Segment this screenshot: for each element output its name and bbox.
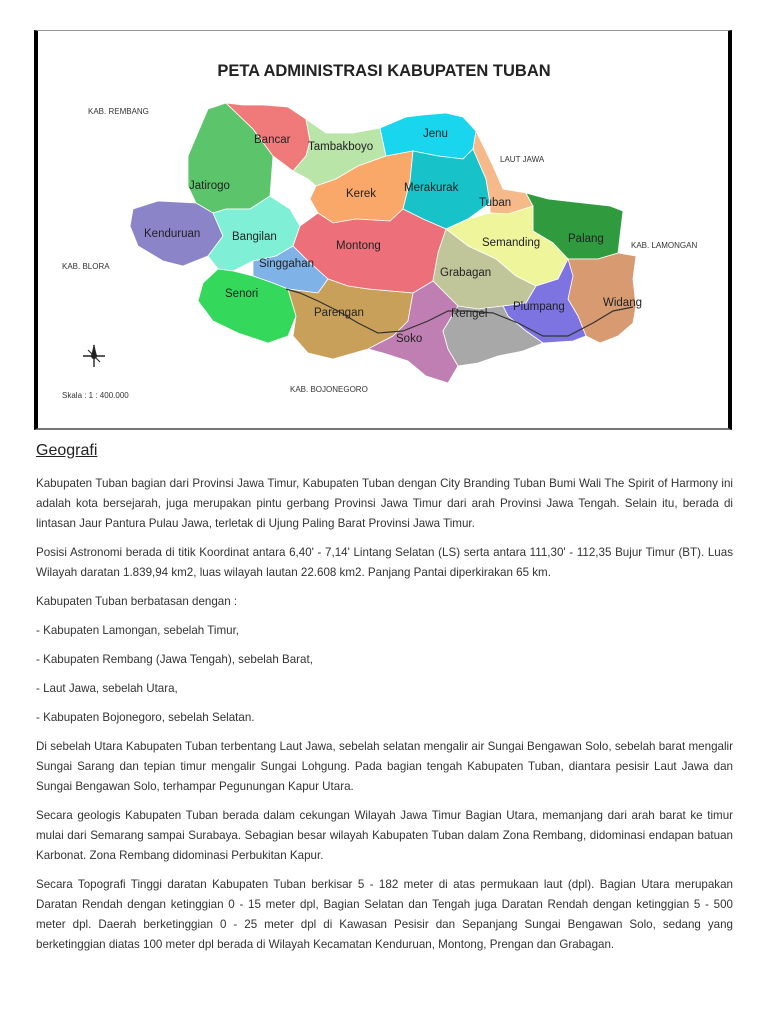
- administrative-map: [34, 30, 732, 430]
- label-kab-bojonegoro: KAB. BOJONEGORO: [290, 385, 368, 394]
- section-title: Geografi: [36, 442, 98, 459]
- label-bangilan: Bangilan: [232, 231, 277, 243]
- label-bancar: Bancar: [254, 134, 291, 146]
- label-grabagan: Grabagan: [440, 267, 492, 279]
- compass-icon: [83, 344, 105, 367]
- label-merakurak: Merakurak: [404, 182, 459, 194]
- label-jenu: Jenu: [423, 128, 448, 140]
- list-item: - Kabupaten Rembang (Jawa Tengah), sebelah Barat,: [36, 653, 313, 666]
- map-title: PETA ADMINISTRASI KABUPATEN TUBAN: [217, 62, 551, 80]
- paragraph: Kabupaten Tuban berbatasan dengan :: [36, 595, 238, 608]
- label-widang: Widang: [603, 297, 642, 309]
- map-svg: [38, 31, 728, 429]
- list-item: - Laut Jawa, sebelah Utara,: [36, 682, 178, 695]
- label-semanding: Semanding: [482, 237, 541, 249]
- label-parengan: Parengan: [314, 307, 364, 319]
- label-kab-rembang: KAB. REMBANG: [88, 107, 149, 116]
- paragraph: Secara Topografi Tinggi daratan Kabupaten Tuban berkisar 5 - 182 meter di atas permukaan laut (dpl). Bagian Utara merupakan Daratan Rendah dengan ketinggian 0 - 15 meter dpl, Bagian Selatan dan Tengah juga Daratan Rendah dengan ketinggian 5 - 500 meter dpl. Daerah berketinggian 0 - 25 meter dpl di Kawasan Pesisir dan Sepanjang Sungai Bengawan Solo, sedang yang berketinggian diatas 100 meter dpl berada di Wilayah Kecamatan Kenduruan, Montong, Prengan dan Grabagan.: [36, 878, 733, 951]
- label-palang: Palang: [568, 233, 604, 245]
- label-rengel: Rengel: [451, 308, 488, 320]
- paragraph: Kabupaten Tuban bagian dari Provinsi Jawa Timur, Kabupaten Tuban dengan City Branding Tuban Bumi Wali The Spirit of Harmony ini adalah kota bersejarah, juga merupakan pintu gerbang Provinsi Jawa Timur dari arah Provinsi Jawa Tengah. Selain itu, berada di lintasan Jaur Pantura Pulau Jawa, terletak di Ujung Paling Barat Provinsi Jawa Timur.: [36, 477, 733, 530]
- label-senori: Senori: [225, 288, 259, 300]
- label-kab-blora: KAB. BLORA: [62, 262, 110, 271]
- paragraph: Secara geologis Kabupaten Tuban berada dalam cekungan Wilayah Jawa Timur Bagian Utara, memanjang dari arah barat ke timur mulai dari Semarang sampai Surabaya. Sebagian besar wilayah Kabupaten Tuban dalam Zona Rembang, didominasi endapan batuan Karbonat. Zona Rembang didominasi Perbukitan Kapur.: [36, 809, 733, 862]
- label-kenduruan: Kenduruan: [144, 228, 201, 240]
- districts: [130, 103, 636, 383]
- label-montong: Montong: [336, 240, 381, 252]
- label-tuban: Tuban: [479, 197, 512, 209]
- label-singgahan: Singgahan: [259, 258, 314, 270]
- article: [36, 440, 733, 964]
- label-kab-lamongan: KAB. LAMONGAN: [631, 241, 698, 250]
- label-soko: Soko: [396, 333, 423, 345]
- map-scale: Skala : 1 : 400.000: [62, 391, 129, 400]
- label-laut-jawa: LAUT JAWA: [500, 155, 545, 164]
- paragraph: Di sebelah Utara Kabupaten Tuban terbentang Laut Jawa, sebelah selatan mengalir air Sungai Bengawan Solo, sebelah barat mengalir Sungai Sarang dan tepian timur mengalir Sungai Lohgung. Pada bagian tengah Kabupaten Tuban, diantara pesisir Laut Jawa dan Sungai Bengawan Solo, terhampar Pegunungan Kapur Utara.: [36, 740, 733, 793]
- list-item: - Kabupaten Lamongan, sebelah Timur,: [36, 624, 240, 637]
- list-item: - Kabupaten Bojonegoro, sebelah Selatan.: [36, 711, 255, 724]
- label-plumpang: Plumpang: [513, 301, 565, 313]
- label-jatirogo: Jatirogo: [189, 180, 230, 192]
- paragraph: Posisi Astronomi berada di titik Koordinat antara 6,40' - 7,14' Lintang Selatan (LS) serta antara 111,30' - 112,35 Bujur Timur (BT). Luas Wilayah daratan 1.839,94 km2, luas wilayah lautan 22.608 km2. Panjang Pantai diperkirakan 65 km.: [36, 546, 733, 579]
- label-tambakboyo: Tambakboyo: [308, 141, 374, 153]
- label-kerek: Kerek: [346, 188, 377, 200]
